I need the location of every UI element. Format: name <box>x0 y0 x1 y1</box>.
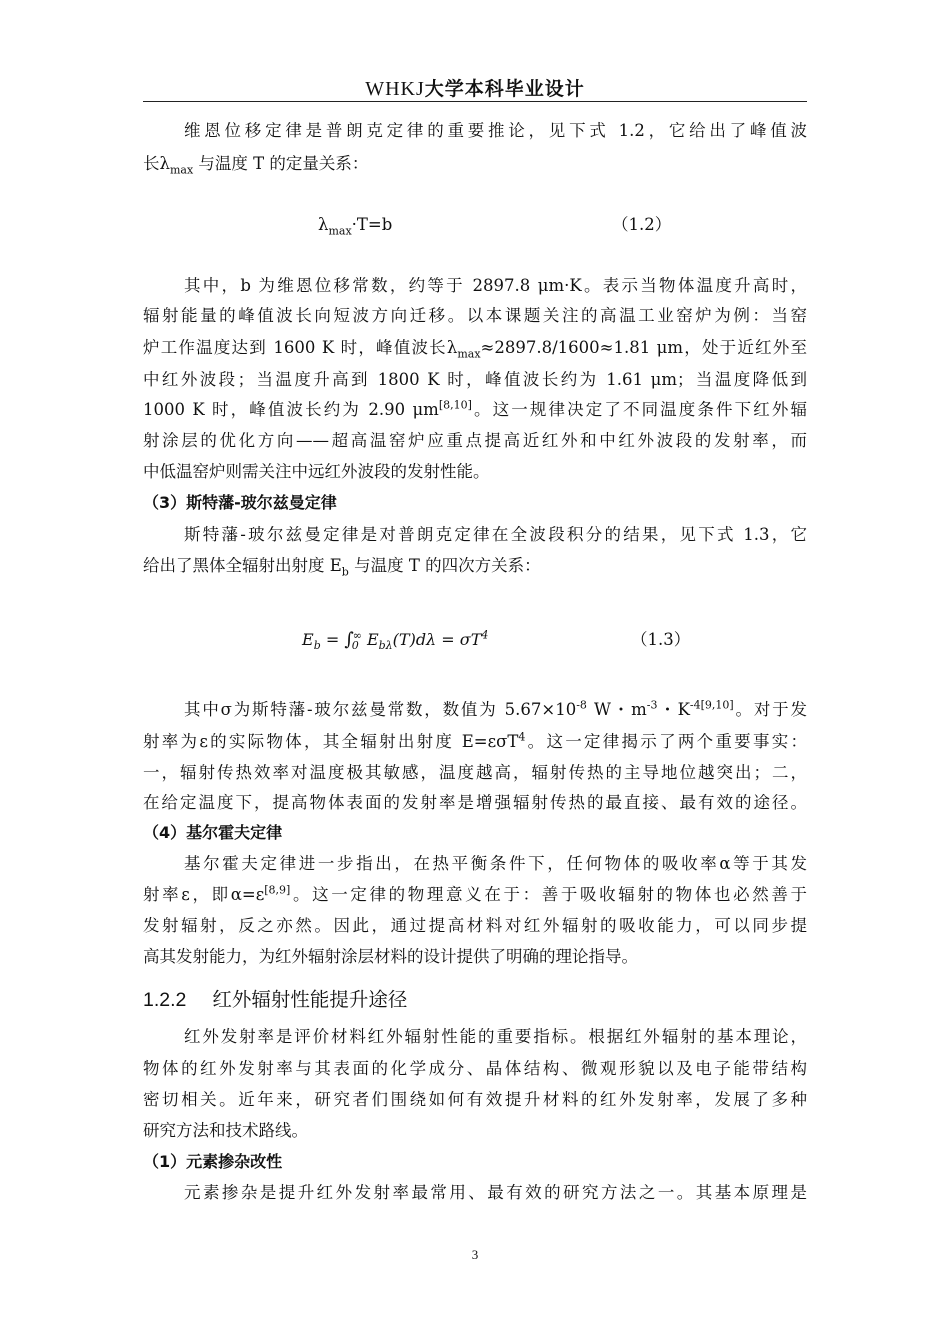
equation-number: （1.3） <box>631 630 691 649</box>
paragraph-line: 射率为ε的实际物体，其全辐射出射度 E=εσT$^4$。这一定律揭示了两个重要事实： <box>143 730 808 751</box>
equation-1-3: $E_b = \int_0^\infty$ $E_{b\lambda}(T)d\lambda = \sigma T^4$ <box>302 628 489 653</box>
paragraph-line: 物体的红外发射率与其表面的化学成分、晶体结构、微观形貌以及电子能带结构 <box>143 1059 807 1078</box>
paragraph-line: 发射辐射，反之亦然。因此，通过提高材料对红外辐射的吸收能力，可以同步提 <box>143 916 807 935</box>
paragraph-line: 中红外波段；当温度升高到 1800 K 时，峰值波长约为 1.61 μm；当温度降低到 <box>143 370 807 389</box>
header-rule <box>143 101 807 102</box>
paragraph-line: 其中σ为斯特藩-玻尔兹曼常数，数值为 $5.67\times 10^{-8}$ W・$m^{-3}$・$K^{-4[9,10]}$。对于发 <box>184 698 807 719</box>
paragraph-line: 研究方法和技术路线。 <box>143 1121 308 1140</box>
equation-1-2: $\lambda_{max}\cdot T=b$ <box>318 215 393 238</box>
header-latin: WHKJ <box>365 78 425 100</box>
subsection-heading <box>143 986 407 1014</box>
paragraph-line: 给出了黑体全辐射出射度 $E_b$ 与温度 T 的四次方关系： <box>143 556 541 579</box>
subsection-number: 1.2.2 <box>143 989 187 1011</box>
header-title: 大学本科毕业设计 <box>424 78 585 100</box>
paragraph-line: 射涂层的优化方向——超高温窑炉应重点提高近红外和中红外波段的发射率，而 <box>143 431 807 450</box>
section-heading: （4）基尔霍夫定律 <box>143 823 283 842</box>
section-heading: （1）元素掺杂改性 <box>143 1152 283 1171</box>
page-number: 3 <box>471 1247 479 1262</box>
paragraph-line: 高其发射能力，为红外辐射涂层材料的设计提供了明确的理论指导。 <box>143 947 638 966</box>
paragraph-line: 斯特藩-玻尔兹曼定律是对普朗克定律在全波段积分的结果，见下式 1.3，它 <box>184 525 807 544</box>
paragraph-line: 炉工作温度达到 1600 K 时，峰值波长$\lambda_{max}\approx 2897.8/1600\approx 1.81$ μm，处于近红外至 <box>143 338 807 361</box>
paragraph-line: 红外发射率是评价材料红外辐射性能的重要指标。根据红外辐射的基本理论， <box>184 1027 807 1046</box>
paragraph-line: 其中，b 为维恩位移常数，约等于 2897.8 μm·K。表示当物体温度升高时， <box>184 276 807 295</box>
paragraph-line: 射率ε，即α=ε[8,9]。这一定律的物理意义在于：善于吸收辐射的物体也必然善于 <box>143 883 807 904</box>
paragraph-line: 元素掺杂是提升红外发射率最常用、最有效的研究方法之一。其基本原理是 <box>184 1183 807 1202</box>
paragraph-line: 辐射能量的峰值波长向短波方向迁移。以本课题关注的高温工业窑炉为例：当窑 <box>143 306 807 325</box>
paragraph-line: 在给定温度下，提高物体表面的发射率是增强辐射传热的最直接、最有效的途径。 <box>143 793 807 812</box>
paragraph-line: 基尔霍夫定律进一步指出，在热平衡条件下，任何物体的吸收率α等于其发 <box>184 854 807 873</box>
paragraph-line: 密切相关。近年来，研究者们围绕如何有效提升材料的红外发射率，发展了多种 <box>143 1090 807 1109</box>
paragraph-line: 1000 K 时，峰值波长约为 2.90 μm[8,10]。这一规律决定了不同温度条件下红外辐 <box>143 398 807 419</box>
equation-number: （1.2） <box>612 215 672 234</box>
paragraph-line: 长$\lambda_{max}$ 与温度 T 的定量关系： <box>143 154 369 177</box>
page-header <box>0 74 950 101</box>
paragraph-line: 中低温窑炉则需关注中远红外波段的发射性能。 <box>143 462 490 481</box>
paragraph-line: 维恩位移定律是普朗克定律的重要推论，见下式 1.2，它给出了峰值波 <box>184 121 807 140</box>
section-heading: （3）斯特藩-玻尔兹曼定律 <box>143 493 337 512</box>
subsection-title: 红外辐射性能提升途径 <box>212 988 408 1011</box>
paragraph-line: 一，辐射传热效率对温度极其敏感，温度越高，辐射传热的主导地位越突出；二， <box>143 763 807 782</box>
